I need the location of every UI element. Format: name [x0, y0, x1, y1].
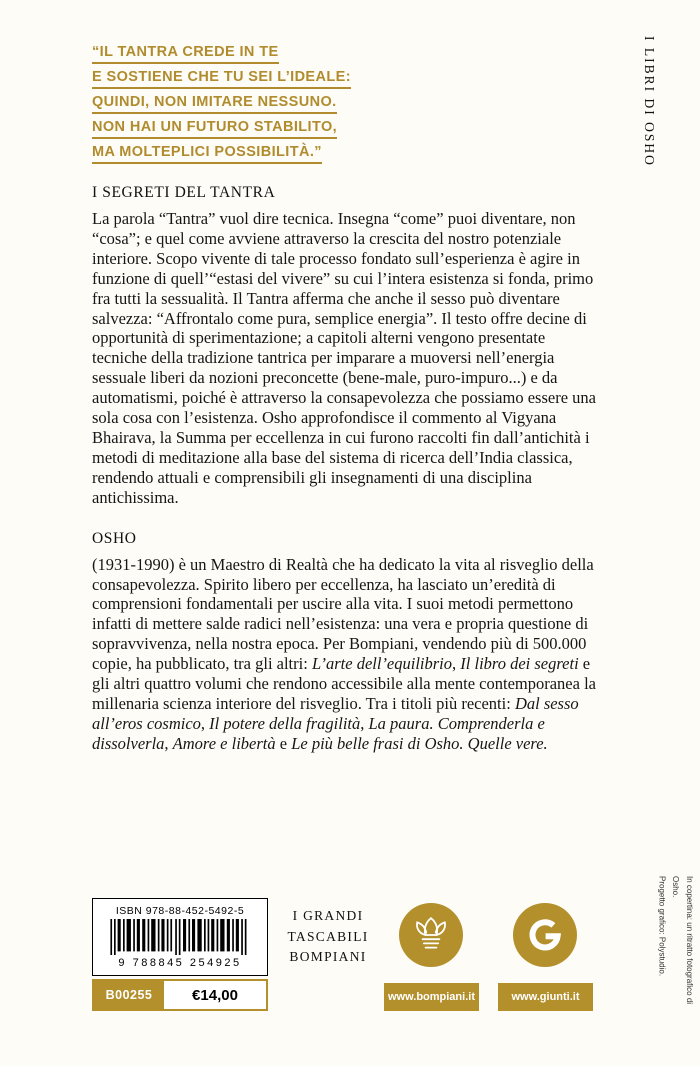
- author-bio-paragraph: (1931-1990) è un Maestro di Realtà che ha dedicato la vita al risveglio della consapevolezza. Spirito libero per eccellenza, ha lasciato un’eredità di comprensioni fondamentali per uscire alla vita. I suoi metodi permettono infatti di mettere salde radici nell’esistenza: una vera e propria questione di sopravvivenza, nella nostra epoca. Per Bompiani, vendendo più di 500.000 copie, ha pubblicato, tra gli altri: L’arte dell’equilibrio, Il libro dei segreti e gli altri quattro volumi che rendono accessibile alla mente contemporanea la millenaria scienza interiore del risveglio. Tra i titoli più recenti: Dal sesso all’eros cosmico, Il potere della fragilità, La paura. Comprenderla e dissolverla, Amore e libertà e Le più belle frasi di Osho. Quelle vere.: [92, 554, 596, 753]
- isbn-digits: 9 788845 254925: [118, 957, 242, 969]
- quote-line: MA MOLTEPLICI POSSIBILITÀ.”: [92, 144, 322, 164]
- credit-line-graphic-design: Progetto grafico: Polystudio.: [657, 876, 667, 977]
- quote-line: E SOSTIENE CHE TU SEI L’IDEALE:: [92, 69, 351, 89]
- quote-line: QUINDI, NON IMITARE NESSUNO.: [92, 94, 337, 114]
- giunti-logo-icon: [513, 903, 577, 967]
- author-heading: OSHO: [92, 529, 137, 547]
- price: €14,00: [192, 986, 238, 1004]
- price-band: [92, 979, 268, 1011]
- book-title-heading: I SEGRETI DEL TANTRA: [92, 184, 276, 201]
- imprint-line: TASCABILI: [287, 928, 369, 944]
- credit-line-cover-photo: In copertina: un ritratto fotografico di Osho.: [671, 876, 694, 1005]
- bompiani-logo-icon: [399, 903, 463, 967]
- imprint-block: [276, 898, 380, 976]
- edition-code: B00255: [94, 981, 164, 1009]
- quote-line: “IL TANTRA CREDE IN TE: [92, 44, 279, 64]
- bompiani-url-band: www.bompiani.it: [384, 983, 479, 1011]
- cover-credits-vertical: [655, 876, 696, 1021]
- imprint-line: I GRANDI: [292, 907, 364, 923]
- barcode: [106, 919, 254, 955]
- isbn-label: ISBN 978-88-452-5492-5: [115, 905, 245, 917]
- synopsis-paragraph: La parola “Tantra” vuol dire tecnica. Insegna “come” puoi diventare, non “cosa”; e quel come avviene attraverso la crescita del nostro potenziale interiore. Scopo vivente di tale processo fondato sull’esperienza è agire in funzione di quell’“estasi del vivere” su cui l’intera esistenza si fonda, primo fra tutti la sessualità. Il Tantra afferma che anche il sesso può diventare salvezza: “Affrontalo come pura, semplice energia”. Il testo offre decine di opportunità di sperimentazione; a capitoli alterni vengono presentate tecniche della tradizione tantrica per imparare a muoversi nell’energia sessuale liberi da nozioni preconcette (bene-male, puro-impuro...) e da automatismi, poiché è attraverso la consapevolezza che possiamo essere una sola cosa con l’esistenza. Osho approfondisce il commento al Vigyana Bhairava, la Summa per eccellenza in cui furono raccolti fin dall’antichità i metodi di meditazione alla base del sistema di ricerca dell’India classica, rendendo attuali e comprensibili gli insegnamenti di una disciplina antichissima.: [92, 209, 596, 507]
- series-label-vertical: I LIBRI DI OSHO: [642, 36, 657, 167]
- giunti-url-band: www.giunti.it: [498, 983, 593, 1011]
- barcode-box: [92, 898, 268, 976]
- main-text-block: [92, 184, 597, 754]
- quote-line: NON HAI UN FUTURO STABILITO,: [92, 119, 337, 139]
- imprint-line: BOMPIANI: [289, 949, 367, 965]
- cover-quote: [92, 44, 492, 169]
